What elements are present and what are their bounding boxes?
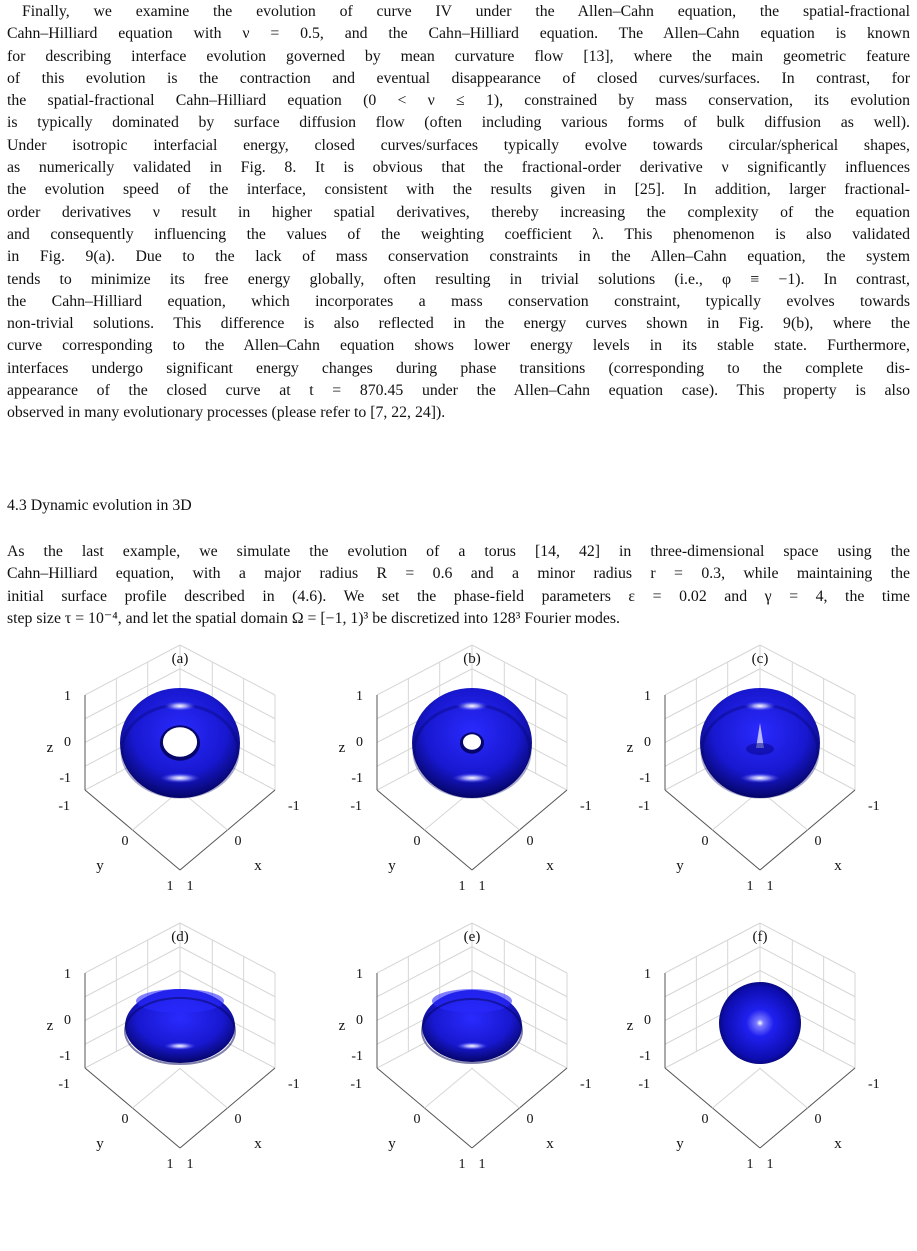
x-tick-label: 1: [478, 879, 486, 894]
grid-line: [180, 645, 275, 695]
x-tick-label: 1: [186, 1157, 194, 1172]
surface-highlight: [744, 701, 776, 711]
x-tick-label: 0: [526, 1112, 534, 1127]
text-line: step size τ = 10⁻⁴, and let the spatial domain Ω = [−1, 1)³ be discretized into 128³ Fourier modes.: [7, 609, 620, 627]
subplot-e: [339, 923, 592, 1172]
grid-line: [472, 1068, 520, 1108]
sphere-surface: [719, 982, 801, 1064]
grid-line: [472, 923, 567, 973]
torus-hole: [163, 727, 197, 756]
grid-line: [665, 645, 760, 695]
grid-line: [665, 923, 760, 973]
x-tick-label: 1: [186, 879, 194, 894]
surface-highlight: [456, 701, 488, 711]
y-tick-label: -1: [638, 1077, 650, 1092]
subplot-c: [627, 645, 880, 894]
panel-label: (a): [171, 651, 189, 667]
x-axis-label: x: [546, 858, 554, 874]
text-line: the Cahn–Hilliard equation, which incorporates a mass conservation constraint, typically evolves towards: [7, 292, 910, 310]
grid-line: [85, 923, 180, 973]
surface-highlight: [164, 1042, 196, 1050]
surface-highlight: [452, 773, 492, 783]
y-tick-label: 1: [458, 1157, 466, 1172]
z-tick-label: -1: [59, 771, 71, 786]
y-tick-label: 1: [746, 879, 754, 894]
z-tick-label: 1: [64, 689, 71, 704]
paragraph-evolution-discussion: [7, 1, 910, 425]
y-tick-label: 0: [413, 834, 421, 849]
surface-highlight: [164, 701, 196, 711]
z-tick-label: 0: [64, 735, 71, 750]
grid-line: [377, 947, 472, 997]
z-tick-label: -1: [351, 771, 363, 786]
text-line: curve corresponding to the Allen–Cahn equation shows lower energy levels in its stable state. Furthermore,: [7, 337, 910, 355]
z-tick-label: 1: [356, 689, 363, 704]
y-tick-label: -1: [58, 799, 70, 814]
z-tick-label: -1: [639, 771, 651, 786]
z-tick-label: 1: [356, 967, 363, 982]
text-line: order derivatives ν result in higher spatial derivatives, thereby increasing the complexity of the equation: [7, 203, 910, 221]
text-line: is typically dominated by surface diffusion flow (often including various forms of bulk diffusion as well).: [7, 114, 910, 132]
z-axis-label: z: [338, 1018, 346, 1034]
x-tick-label: 1: [766, 1157, 774, 1172]
x-tick-label: 0: [814, 1112, 822, 1127]
subplot-f: [627, 923, 880, 1172]
z-axis-label: z: [626, 740, 634, 756]
grid-line: [180, 923, 275, 973]
y-tick-label: 1: [746, 1157, 754, 1172]
x-tick-label: -1: [868, 799, 880, 814]
y-tick-label: 0: [701, 834, 709, 849]
z-axis-label: z: [46, 740, 54, 756]
y-axis-label: y: [96, 1136, 104, 1152]
panel-label: (b): [463, 651, 481, 667]
panel-label: (f): [752, 929, 768, 945]
torus-evolution-figure: [0, 640, 917, 1220]
x-tick-label: 1: [766, 879, 774, 894]
grid-line: [377, 923, 472, 973]
x-tick-label: -1: [288, 799, 300, 814]
x-tick-label: 0: [234, 1112, 242, 1127]
grid-line: [472, 645, 567, 695]
x-tick-label: -1: [580, 799, 592, 814]
y-tick-label: -1: [350, 799, 362, 814]
section-heading: 4.3 Dynamic evolution in 3D: [7, 497, 192, 514]
grid-line: [713, 1068, 761, 1108]
z-tick-label: 0: [64, 1013, 71, 1028]
collapsed-hole-shadow: [746, 743, 774, 755]
text-line: Cahn–Hilliard equation with ν = 0.5, and the Cahn–Hilliard equation. The Allen–Cahn equation is known: [7, 25, 910, 43]
z-axis-label: z: [338, 740, 346, 756]
panel-label: (d): [171, 929, 189, 945]
x-axis-label: x: [546, 1136, 554, 1152]
y-axis-label: y: [388, 858, 396, 874]
x-axis-label: x: [834, 858, 842, 874]
surface-shading: [432, 989, 512, 1013]
y-tick-label: 1: [458, 879, 466, 894]
y-axis-label: y: [676, 858, 684, 874]
y-tick-label: 0: [121, 1112, 129, 1127]
z-tick-label: 0: [356, 1013, 363, 1028]
text-line: As the last example, we simulate the evolution of a torus [14, 42] in three-dimensional space using the: [7, 543, 910, 560]
panel-label: (e): [463, 929, 481, 945]
z-tick-label: 1: [64, 967, 71, 982]
grid-line: [133, 1068, 181, 1108]
z-tick-label: 0: [644, 1013, 651, 1028]
x-tick-label: -1: [288, 1077, 300, 1092]
y-tick-label: 1: [166, 1157, 174, 1172]
text-line: initial surface profile described in (4.6). We set the phase-field parameters ε = 0.02 and γ = 4, the time: [7, 587, 910, 605]
z-tick-label: 1: [644, 689, 651, 704]
y-tick-label: 1: [166, 879, 174, 894]
text-line: in Fig. 9(a). Due to the lack of mass conservation constraints in the Allen–Cahn equation, the system: [7, 248, 910, 266]
text-line: of this evolution is the contraction and eventual disappearance of closed curves/surfaces. In contrast, for: [7, 69, 910, 87]
surface-highlight: [456, 1042, 488, 1050]
surface-highlight: [160, 773, 200, 783]
z-tick-label: 1: [644, 967, 651, 982]
text-line: for describing interface evolution governed by mean curvature flow [13], where the main geometric feature: [7, 47, 910, 65]
y-tick-label: 0: [121, 834, 129, 849]
text-line: non-trivial solutions. This difference is also reflected in the energy curves shown in Fig. 9(b), where the: [7, 315, 910, 333]
x-tick-label: -1: [868, 1077, 880, 1092]
text-line: Under isotropic interfacial energy, closed curves/surfaces typically evolve towards circular/spherical shapes,: [7, 136, 910, 154]
text-line: and consequently influencing the values of the weighting coefficient λ. This phenomenon is also validated: [7, 225, 910, 243]
text-line: the evolution speed of the interface, consistent with the results given in [25]. In addition, larger fractional-: [7, 181, 910, 199]
text-line: tends to minimize its free energy globally, often resulting in trivial solutions (i.e., φ ≡ −1). In contrast,: [7, 270, 910, 288]
grid-line: [85, 947, 180, 997]
x-axis-label: x: [834, 1136, 842, 1152]
text-line: Finally, we examine the evolution of curve IV under the Allen–Cahn equation, the spatial-fractional: [22, 3, 910, 20]
grid-line: [180, 1068, 228, 1108]
text-line: the spatial-fractional Cahn–Hilliard equation (0 < ν ≤ 1), constrained by mass conservation, its evolution: [7, 92, 910, 110]
subplot-b: [339, 645, 592, 894]
z-tick-label: 0: [356, 735, 363, 750]
text-line: appearance of the closed curve at t = 870.45 under the Allen–Cahn equation case). This property is also: [7, 382, 910, 400]
z-axis-label: z: [626, 1018, 634, 1034]
y-tick-label: -1: [58, 1077, 70, 1092]
grid-line: [760, 1068, 808, 1108]
grid-line: [85, 645, 180, 695]
x-axis-label: x: [254, 1136, 262, 1152]
surface-highlight: [740, 773, 780, 783]
x-tick-label: -1: [580, 1077, 592, 1092]
grid-line: [760, 645, 855, 695]
panel-label: (c): [751, 651, 769, 667]
text-line: interfaces undergo significant energy changes during phase transitions (corresponding to the complete dis-: [7, 359, 910, 377]
x-tick-label: 1: [478, 1157, 486, 1172]
y-tick-label: 0: [701, 1112, 709, 1127]
grid-line: [472, 947, 567, 997]
text-line: Cahn–Hilliard equation, with a major radius R = 0.6 and a minor radius r = 0.3, while maintaining the: [7, 565, 910, 583]
grid-line: [180, 947, 275, 997]
y-tick-label: -1: [350, 1077, 362, 1092]
grid-line: [425, 1068, 473, 1108]
z-tick-label: -1: [59, 1049, 71, 1064]
y-tick-label: -1: [638, 799, 650, 814]
z-tick-label: -1: [639, 1049, 651, 1064]
x-axis-label: x: [254, 858, 262, 874]
text-line: observed in many evolutionary processes (please refer to [7, 22, 24]).: [7, 404, 446, 422]
torus-hole: [463, 734, 481, 749]
subplot-d: [47, 923, 300, 1172]
y-axis-label: y: [388, 1136, 396, 1152]
paragraph-torus-example: [7, 541, 910, 630]
y-axis-label: y: [96, 858, 104, 874]
y-axis-label: y: [676, 1136, 684, 1152]
x-tick-label: 0: [814, 834, 822, 849]
z-tick-label: -1: [351, 1049, 363, 1064]
grid-line: [377, 645, 472, 695]
subplot-a: [47, 645, 300, 894]
text-line: as numerically validated in Fig. 8. It is obvious that the fractional-order derivative ν significantly influences: [7, 159, 910, 177]
y-tick-label: 0: [413, 1112, 421, 1127]
grid-line: [760, 923, 855, 973]
surface-shading: [136, 989, 224, 1013]
x-tick-label: 0: [526, 834, 534, 849]
z-tick-label: 0: [644, 735, 651, 750]
x-tick-label: 0: [234, 834, 242, 849]
z-axis-label: z: [46, 1018, 54, 1034]
